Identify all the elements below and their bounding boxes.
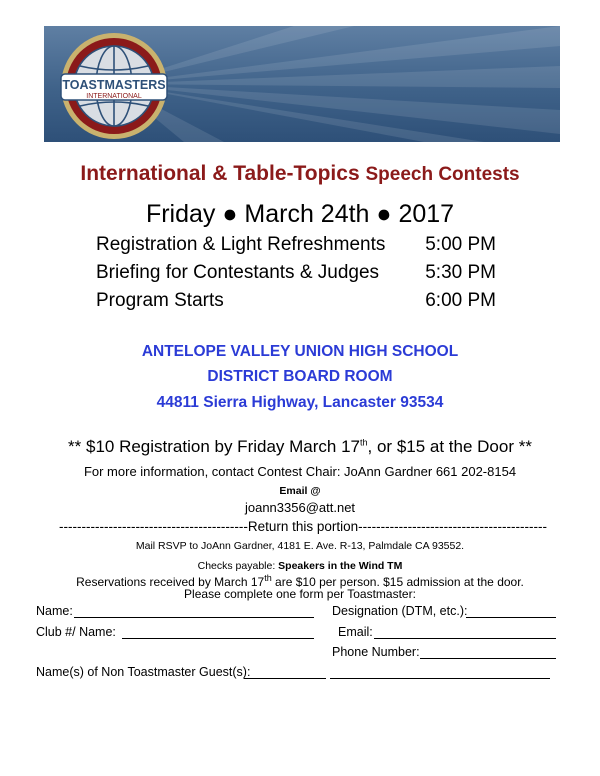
venue-room: DISTRICT BOARD ROOM <box>207 368 393 385</box>
phone-field[interactable] <box>420 658 556 659</box>
club-field[interactable] <box>122 638 314 639</box>
venue-name: ANTELOPE VALLEY UNION HIGH SCHOOL <box>141 343 459 360</box>
schedule-label: Registration & Light Refreshments <box>96 234 386 255</box>
logo-text-sub: INTERNATIONAL <box>86 93 142 100</box>
schedule-row <box>96 262 496 284</box>
guest-field-1[interactable] <box>244 678 326 679</box>
designation-label: Designation (DTM, etc.): <box>332 604 468 618</box>
reservations-pre: Reservations received by March 17 <box>76 575 265 589</box>
fee-text-pre: ** $10 Registration by Friday March 17 <box>68 437 361 456</box>
schedule-time: 5:00 PM <box>425 234 496 255</box>
event-title <box>0 162 600 186</box>
club-label: Club #/ Name: <box>36 625 116 639</box>
header-banner <box>44 26 560 142</box>
name-label: Name: <box>36 604 73 618</box>
email-field-label: Email: <box>338 625 373 639</box>
schedule-time: 5:30 PM <box>425 262 496 283</box>
guest-field-2[interactable] <box>330 678 550 679</box>
reservations-sup: th <box>264 573 272 583</box>
schedule-row <box>96 290 496 312</box>
complete-form-note: Please complete one form per Toastmaster: <box>184 587 416 601</box>
schedule-label: Briefing for Contestants & Judges <box>96 262 380 283</box>
designation-field[interactable] <box>466 617 556 618</box>
logo-text-main: TOASTMASTERS <box>62 78 166 92</box>
registration-fee <box>0 437 600 457</box>
email-label: Email @ <box>279 485 321 497</box>
return-portion-divider <box>46 519 560 534</box>
guests-label: Name(s) of Non Toastmaster Guest(s): <box>36 665 251 679</box>
mail-rsvp: Mail RSVP to JoAnn Gardner, 4181 E. Ave. R-13, Palmdale CA 93552. <box>135 540 465 552</box>
divider-text: Return this portion <box>247 519 359 534</box>
divider-left: ------------------------------------------ <box>59 519 248 534</box>
contact-info: For more information, contact Contest Chair: JoAnn Gardner 661 202-8154 <box>83 464 517 479</box>
schedule-label: Program Starts <box>96 290 224 311</box>
email-field[interactable] <box>374 638 556 639</box>
phone-label: Phone Number: <box>332 645 420 659</box>
event-date: Friday ● March 24th ● 2017 <box>145 200 455 228</box>
schedule-row <box>96 234 496 256</box>
event-title-rest: Speech Contests <box>365 164 520 185</box>
name-field[interactable] <box>74 617 314 618</box>
schedule-time: 6:00 PM <box>425 290 496 311</box>
event-title-main: International & Table-Topics <box>80 162 360 185</box>
checks-payable <box>0 560 600 572</box>
toastmasters-logo <box>58 30 170 142</box>
reservations-post: are $10 per person. $15 admission at the door. <box>271 575 524 589</box>
checks-label: Checks payable: <box>197 560 279 572</box>
divider-right: ------------------------------------------ <box>358 519 547 534</box>
venue-address: 44811 Sierra Highway, Lancaster 93534 <box>156 394 444 411</box>
contact-email[interactable]: joann3356@att.net <box>244 500 356 515</box>
fee-text-post: , or $15 at the Door ** <box>367 437 532 456</box>
fee-text-sup: th <box>360 437 368 448</box>
checks-payee: Speakers in the Wind TM <box>278 560 403 572</box>
